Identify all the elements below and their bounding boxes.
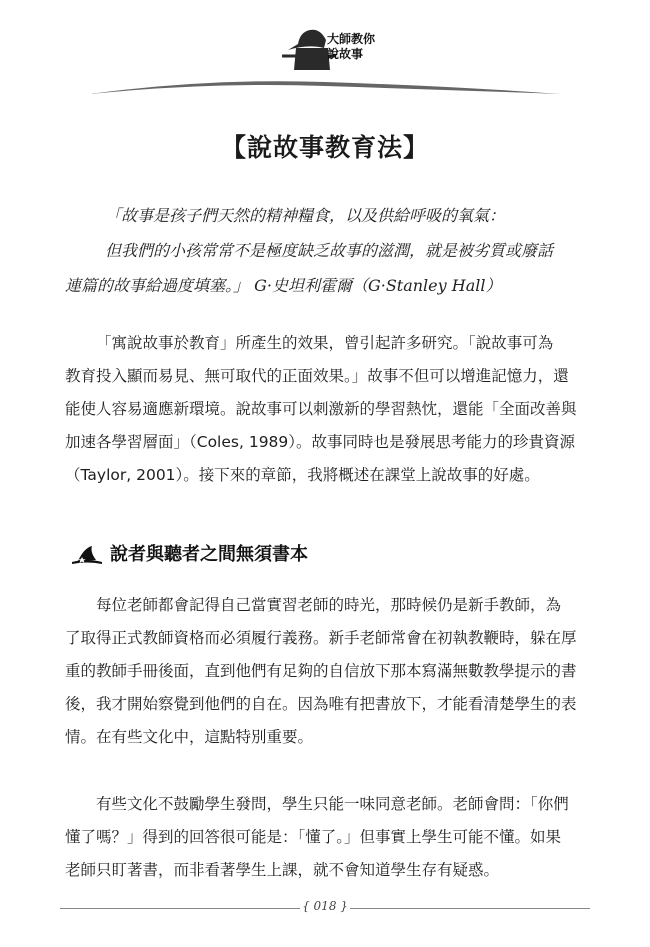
footer-rule — [60, 908, 300, 909]
paragraph-intro — [65, 327, 617, 492]
paragraph-culture — [65, 788, 617, 887]
wizard-hat-icon — [70, 544, 104, 566]
quote-line: 連篇的故事給過度填塞。」 G·史坦利霍爾（G·Stanley Hall） — [65, 276, 502, 295]
text-line: （Taylor, 2001）。接下來的章節，我將概述在課堂上說故事的好處。 — [65, 466, 540, 484]
header-swoosh — [90, 62, 560, 102]
text-line: 老師只盯著書，而非看著學生上課，就不會知道學生存有疑惑。 — [65, 861, 500, 879]
page-footer — [60, 896, 590, 920]
text-line: 懂了嗎？」得到的回答很可能是：「懂了。」但事實上學生可能不懂。如果 — [65, 828, 562, 846]
text-line: 教育投入顯而易見、無可取代的正面效果。」故事不但可以增進記憶力，還 — [65, 367, 569, 385]
text-line: 了取得正式教師資格而必須履行義務。新手老師常會在初執教鞭時，躲在厚 — [65, 629, 577, 647]
chapter-title: 【說故事教育法】 — [220, 133, 429, 162]
epigraph-quote — [65, 198, 625, 303]
text-line: 每位老師都會記得自己當實習老師的時光，那時候仍是新手教師，為 — [96, 596, 562, 614]
text-line: 重的教師手冊後面，直到他們有足夠的自信放下那本寫滿無數教學提示的書 — [65, 662, 577, 680]
quote-line: 但我們的小孩常常不是極度缺乏故事的滋潤，就是被劣質或廢話 — [105, 241, 554, 260]
page-number: { 018 } — [302, 899, 348, 913]
section-title: 說者與聽者之間無須書本 — [110, 544, 308, 565]
text-line: 情。在有些文化中，這點特別重要。 — [65, 728, 314, 746]
paragraph-no-book — [65, 589, 617, 754]
text-line: 「寓說故事於教育」所產生的效果，曾引起許多研究。「說故事可為 — [96, 334, 554, 352]
footer-rule — [350, 908, 590, 909]
logo-line-1: 大師教你 — [327, 32, 376, 46]
text-line: 有些文化不鼓勵學生發問，學生只能一味同意老師。老師會問：「你們 — [96, 795, 569, 813]
logo-line-2: 說故事 — [327, 47, 364, 61]
series-logo-text — [327, 32, 375, 62]
quote-line: 「故事是孩子們天然的精神糧食，以及供給呼吸的氧氣： — [105, 206, 506, 225]
text-line: 後，我才開始察覺到他們的自在。因為唯有把書放下，才能看清楚學生的表 — [65, 695, 577, 713]
text-line: 加速各學習層面」（Coles, 1989）。故事同時也是發展思考能力的珍貴資源 — [65, 433, 576, 451]
text-line: 能使人容易適應新環境。說故事可以刺激新的學習熱忱，還能「全面改善與 — [65, 400, 577, 418]
